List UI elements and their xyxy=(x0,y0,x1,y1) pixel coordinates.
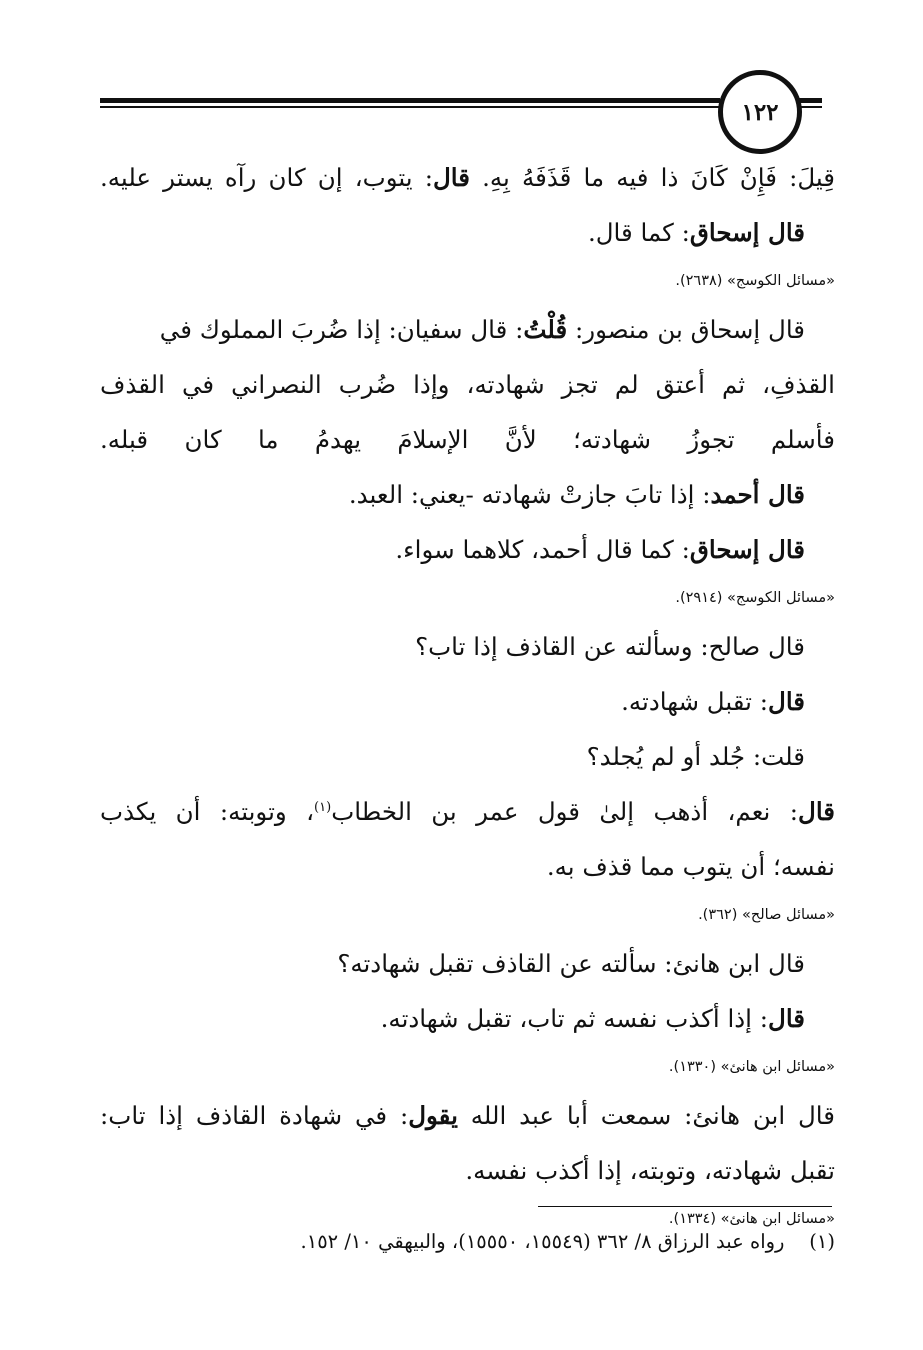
text-line xyxy=(100,357,835,412)
page-header xyxy=(100,62,835,152)
speaker-label: قُلْتُ xyxy=(523,315,568,344)
text-segment: نفسه؛ أن يتوب مما قذف به. xyxy=(546,852,835,881)
text-block xyxy=(100,302,835,619)
text-line xyxy=(100,839,835,894)
text-segment: : كما قال أحمد، كلاهما سواء. xyxy=(395,535,690,564)
source-citation: «مسائل الكوسج» (٢٩١٤). xyxy=(675,590,835,606)
speaker-label: قال إسحاق xyxy=(689,218,805,247)
text-line xyxy=(100,1088,835,1143)
text-segment: : قال سفيان: إذا ضُربَ المملوك في xyxy=(159,315,524,344)
text-line xyxy=(100,412,835,467)
text-segment: تقبل شهادته، وتوبته، إذا أكذب نفسه. xyxy=(465,1156,835,1185)
page-number: ١٢٢ xyxy=(718,70,802,154)
text-segment: قِيلَ: فَإِنْ كَانَ ذا فيه ما قَذَفَهُ بِهِ. xyxy=(469,163,835,192)
text-line xyxy=(100,467,835,522)
footnote-reference: (١) xyxy=(314,799,332,815)
text-segment: قال صالح: وسألته عن القاذف إذا تاب؟ xyxy=(415,632,805,661)
speaker-label: قال إسحاق xyxy=(689,535,805,564)
speaker-label: قال xyxy=(768,687,805,716)
text-segment: قال إسحاق بن منصور: xyxy=(567,315,805,344)
main-text xyxy=(100,150,835,1240)
text-segment: : في شهادة القاذف إذا تاب: xyxy=(100,1101,409,1130)
source-citation: «مسائل ابن هانئ» (١٣٣٠). xyxy=(668,1059,835,1075)
text-line xyxy=(100,991,835,1046)
text-line xyxy=(100,302,835,357)
header-rule-thin xyxy=(100,106,720,108)
source-citation: «مسائل صالح» (٣٦٢). xyxy=(698,907,835,923)
source-citation: «مسائل الكوسج» (٢٦٣٨). xyxy=(675,273,835,289)
text-block xyxy=(100,619,835,936)
speaker-label: قال xyxy=(432,163,470,192)
source-citation: «مسائل ابن هانئ» (١٣٣٤). xyxy=(668,1211,835,1227)
text-segment: : تقبل شهادته. xyxy=(621,687,769,716)
text-block xyxy=(100,150,835,302)
text-segment: فأسلم تجوزُ شهادته؛ لأنَّ الإسلامَ يهدمُ ما كان قبله. xyxy=(100,425,835,454)
text-segment: قلت: جُلد أو لم يُجلد؟ xyxy=(586,742,805,771)
text-line xyxy=(100,936,835,991)
header-rule xyxy=(100,98,720,103)
text-segment: : إذا أكذب نفسه ثم تاب، تقبل شهادته. xyxy=(380,1004,769,1033)
text-segment: : نعم، أذهب إلىٰ قول عمر بن الخطاب xyxy=(331,797,799,826)
text-segment: قال ابن هانئ: سمعت أبا عبد الله xyxy=(457,1101,835,1130)
footnote-text: رواه عبد الرزاق ٨/ ٣٦٢ (١٥٥٤٩، ١٥٥٥٠)، والبيهقي ١٠/ ١٥٢. xyxy=(300,1230,785,1253)
text-line xyxy=(100,619,835,674)
text-line xyxy=(100,784,835,839)
speaker-label: قال xyxy=(768,1004,805,1033)
text-line xyxy=(100,1143,835,1198)
footnote-marker: (١) xyxy=(809,1230,835,1253)
text-block xyxy=(100,1088,835,1240)
speaker-label: يقول xyxy=(408,1101,458,1130)
footnote-separator xyxy=(538,1206,832,1207)
text-line xyxy=(100,729,835,784)
footnote xyxy=(100,1222,835,1262)
text-segment: ، وتوبته: أن يكذب xyxy=(100,797,315,826)
text-segment: القذفِ، ثم أعتق لم تجز شهادته، وإذا ضُرب النصراني في القذف xyxy=(100,370,835,399)
text-line xyxy=(100,674,835,729)
text-line xyxy=(100,205,835,260)
text-segment: : كما قال. xyxy=(587,218,690,247)
text-segment: : يتوب، إن كان رآه يستر عليه. xyxy=(100,163,433,192)
text-segment: : إذا تابَ جازتْ شهادته -يعني: العبد. xyxy=(348,480,711,509)
text-segment: قال ابن هانئ: سألته عن القاذف تقبل شهادته؟ xyxy=(337,949,805,978)
text-block xyxy=(100,936,835,1088)
text-line xyxy=(100,522,835,577)
speaker-label: قال xyxy=(798,797,835,826)
text-line xyxy=(100,150,835,205)
speaker-label: قال أحمد xyxy=(710,480,805,509)
